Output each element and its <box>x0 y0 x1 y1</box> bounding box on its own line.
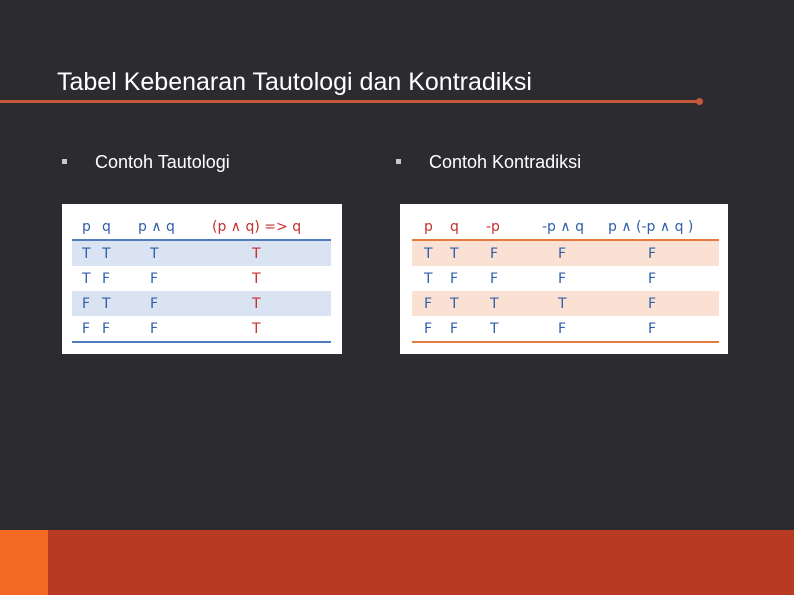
table-cell: F <box>102 270 111 287</box>
table-cell: F <box>608 316 719 342</box>
header-cell: p ∧ q <box>138 214 206 240</box>
table-cell: T <box>486 316 532 342</box>
kontradiksi-table-panel <box>400 204 728 354</box>
table-cell: T <box>486 291 532 316</box>
table-cell: T <box>72 240 102 266</box>
table-header-row <box>412 214 719 240</box>
table-cell: F <box>412 291 450 316</box>
table-header-row <box>72 214 331 240</box>
table-cell: F <box>450 270 459 287</box>
table-row <box>72 291 331 316</box>
slide-title: Tabel Kebenaran Tautologi dan Kontradiksi <box>57 68 532 96</box>
table-row <box>72 240 331 266</box>
table-cell: F <box>72 316 102 342</box>
table-cell: F <box>102 316 138 342</box>
right-bullet-label: Contoh Kontradiksi <box>429 152 582 172</box>
header-cell: q <box>450 214 486 240</box>
table-cell: T <box>450 240 486 266</box>
table-row <box>412 316 719 342</box>
header-cell: p <box>412 214 450 240</box>
header-cell: q <box>102 214 138 240</box>
header-cell: -p ∧ q <box>532 214 608 240</box>
table-cell: T <box>532 291 608 316</box>
table-cell: T <box>412 240 450 266</box>
footer-accent-block <box>0 530 48 595</box>
left-bullet-label: Contoh Tautologi <box>95 152 230 172</box>
table-cell: T <box>102 291 138 316</box>
table-cell: F <box>138 291 206 316</box>
tautologi-table <box>72 214 331 343</box>
table-cell: T <box>206 291 331 316</box>
table-cell: F <box>608 291 719 316</box>
bullet-icon <box>396 159 401 164</box>
table-cell: F <box>648 270 657 287</box>
table-cell: T <box>138 240 206 266</box>
table-row <box>412 266 719 291</box>
table-cell: F <box>532 316 608 342</box>
header-cell: p <box>72 214 102 240</box>
table-cell: T <box>102 240 138 266</box>
table-cell: F <box>486 240 532 266</box>
table-cell: T <box>206 240 331 266</box>
table-cell: T <box>450 291 486 316</box>
table-row <box>412 291 719 316</box>
table-cell: T <box>252 270 261 287</box>
table-cell: T <box>424 270 433 287</box>
table-cell: F <box>608 240 719 266</box>
table-cell: F <box>450 316 486 342</box>
table-cell: F <box>150 270 159 287</box>
kontradiksi-table <box>412 214 719 343</box>
table-row <box>72 266 331 291</box>
table-row <box>72 316 331 342</box>
table-cell: F <box>490 270 499 287</box>
table-cell: F <box>138 316 206 342</box>
header-cell: p ∧ (-p ∧ q ) <box>608 214 719 240</box>
bullet-icon <box>62 159 67 164</box>
header-cell: (p ∧ q) => q <box>206 214 331 240</box>
divider-end-dot <box>696 98 703 105</box>
table-cell: F <box>72 291 102 316</box>
table-cell: F <box>412 316 450 342</box>
tautologi-table-panel <box>62 204 342 354</box>
title-divider <box>0 100 700 103</box>
header-cell: -p <box>486 214 532 240</box>
table-cell: F <box>532 240 608 266</box>
table-cell: T <box>206 316 331 342</box>
table-row <box>412 240 719 266</box>
table-cell: F <box>558 270 567 287</box>
footer-bar <box>48 530 794 595</box>
table-cell: T <box>82 270 91 287</box>
